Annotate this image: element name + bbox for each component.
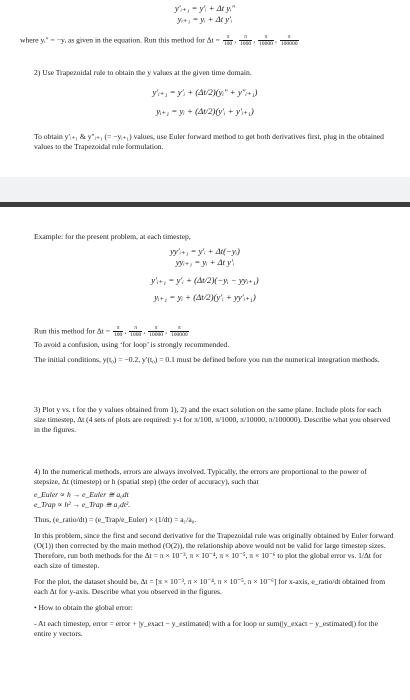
trapezoid-note: To obtain y′ᵢ₊₁ & y″ᵢ₊₁ (= −yᵢ₊₁) values, use Euler forward method to get both derivatives first, plug in the obtained values to the Trapezoidal rule formulation. [34,132,384,151]
question-4 [0,467,394,639]
fraction: $\frac{\pi}{100}$ [113,325,123,338]
equation-example-3: y′ᵢ₊₁ = y′ᵢ + (Δt/2)(−yᵢ − yyᵢ₊₁) [151,275,259,285]
thus-relation: Thus, (e_ratio/dt) = (e_Trap/e_Euler) × (1/dt) = a₁/a₀. [34,515,197,524]
equation-trap-value: yᵢ₊₁ = yᵢ + (Δt/2)(y′ᵢ + y′ᵢ₊₁) [156,106,254,116]
fraction: $\frac{\pi}{10000}$ [258,34,273,47]
q4-bullet: • How to obtain the global error: [34,603,133,612]
q4-intro: 4) In the numerical methods, errors are always involved. Typically, the errors are proportional to the power of stepsize, Δt (timestep) or h (spatial step) (the order of accuracy), such that [34,467,367,486]
initial-conditions: The initial conditions, y(t₀) = −0.2, y′(t₀) = 0.1 must be defined before you run the numerical integration methods. [34,355,380,364]
equation-derivative-update: y′ᵢ₊₁ = y′ᵢ + Δt yᵢ″ [174,3,236,13]
example-heading: Example: for the present problem, at each timestep, [34,232,191,241]
where-text: where yᵢ″ = −yᵢ as given in the equation. Run this method for Δt = [20,35,220,45]
trapezoid-equations [0,86,410,118]
equation-example-1: yy′ᵢ₊₁ = y′ᵢ + Δt(−yᵢ) [170,246,240,256]
page-divider [0,202,410,207]
trap-relation: e_Trap ∝ h² → e_Trap ≅ a₁dt². [34,500,131,509]
question-3: 3) Plot y vs. t for the y values obtained from 1), 2) and the exact solution on the same plane. Include plots for each size timestep, Δt (4 sets of plots are required: y-t for π/100, π/1000, π/10000, π/100000). Describe what you observed in the figures. [34,405,391,434]
example-run-line: Run this method for Δt = $\frac{\pi}{100}$ , $\frac{\pi}{1000}$ , $\frac{\pi}{10000}$ , $\frac{\pi}{100000}$ To avoid a confusion, using ‘for loop’ is strongly recommended. The initial conditions, y(t₀) = −0.2, y′(t₀) = 0.1 must be defined before you run the numerical integration methods. [0,325,404,365]
equation-example-4: yᵢ₊₁ = yᵢ + (Δt/2)(y′ᵢ + yy′ᵢ₊₁) [154,292,256,302]
fraction: $\frac{\pi}{1000}$ [130,325,142,338]
q4-paragraph-2: For the plot, the dataset should be, Δt = [π × 10⁻³, π × 10⁻⁴, π × 10⁻⁵, π × 10⁻⁶] for x-axis, e_ratio/dt obtained from each Δt for y-axis. Describe what you observed in the figures. [34,577,386,596]
where-line: where yᵢ″ = −yᵢ as given in the equation. Run this method for Δt = $\frac{\pi}{100}$ , $\frac{\pi}{1000}$ , $\frac{\pi}{10000}$ , $\frac{\pi}{100000}$ [20,34,298,47]
trapezoid-heading: 2) Use Trapezoidal rule to obtain the y values at the given time domain. [34,68,252,77]
equation-value-update: yᵢ₊₁ = yᵢ + Δt y′ᵢ [177,14,233,24]
fraction: $\frac{\pi}{100000}$ [280,34,298,47]
q4-paragraph-1: In this problem, since the first and second derivative for the Trapezoidal rule was originally obtained by Euler forward (O(1)) then corrected by the main method (O(2)), the relationship above would not be valid for large timestep sizes. Therefore, run both methods for the Δt = π × 10⁻³, π × 10⁻⁴, π × 10⁻⁵, π × 10⁻⁶ to plot the global error vs. 1/Δt for each size of timestep. [34,531,394,570]
equation-trap-derivative: y′ᵢ₊₁ = y′ᵢ + (Δt/2)(yᵢ″ + y″ᵢ₊₁) [152,87,258,97]
loop-note: To avoid a confusion, using ‘for loop’ is strongly recommended. [34,340,230,349]
top-section [0,3,410,25]
fraction: $\frac{\pi}{100}$ [223,34,233,47]
euler-relation: e_Euler ∝ h → e_Euler ≅ a₀dt [34,490,129,499]
fraction: $\frac{\pi}{100000}$ [170,325,188,338]
q4-last: - At each timestep, error = error + |y_exact − y_estimated| with a for loop or sum(|y_exact − y_estimated|) for the entire y vectors. [34,619,378,638]
equation-example-2: yyᵢ₊₁ = yᵢ + Δt y′ᵢ [175,257,235,267]
fraction: $\frac{\pi}{10000}$ [149,325,164,338]
example-equations [0,246,410,304]
fraction: $\frac{\pi}{1000}$ [240,34,252,47]
page-gap [0,177,410,202]
